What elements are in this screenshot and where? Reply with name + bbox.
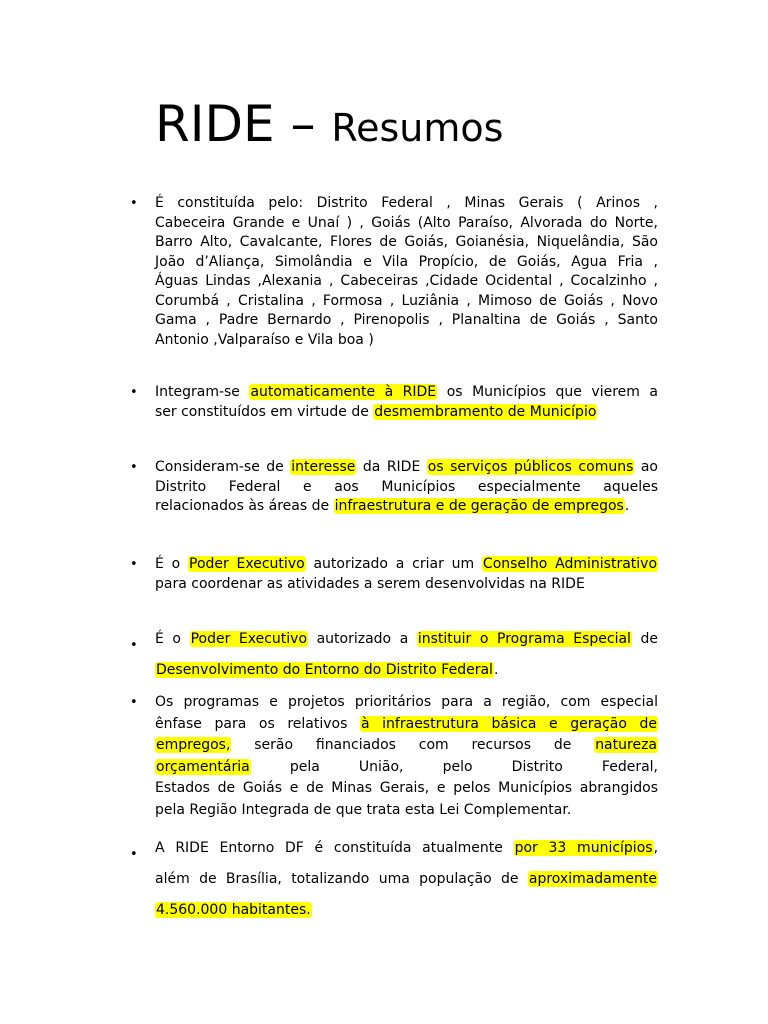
text-run: relacionados às áreas de	[155, 498, 334, 514]
text-run: Águas Lindas ,Alexania , Cabeceiras ,Cidade Ocidental , Cocalzinho ,	[155, 273, 658, 289]
text-run: Integram-se	[155, 384, 250, 400]
list-item-text	[155, 692, 658, 821]
bullet-dot: •	[130, 847, 138, 862]
text-run: da RIDE	[356, 459, 427, 475]
text-run: de	[631, 631, 659, 647]
highlighted-text: natureza	[595, 737, 657, 753]
highlighted-text: os serviços públicos comuns	[427, 459, 634, 475]
highlighted-text: orçamentária	[156, 758, 250, 775]
text-run: É o	[155, 631, 190, 647]
text-run: ênfase para os relativos	[155, 715, 360, 732]
text-line	[155, 403, 658, 423]
text-line	[155, 655, 658, 686]
highlighted-text: por 33 municípios	[514, 840, 653, 856]
text-line	[155, 575, 658, 595]
highlighted-text: empregos,	[156, 737, 231, 753]
list-item	[130, 624, 659, 686]
text-run: pela Região Integrada de que trata esta Lei Complementar.	[155, 801, 572, 818]
text-line	[155, 757, 658, 779]
highlighted-text: infraestrutura e de geração de empregos	[334, 498, 624, 514]
bullet-dot: •	[130, 385, 138, 400]
list-item	[130, 383, 659, 422]
text-line	[155, 331, 658, 351]
text-run: os Municípios que vierem a	[437, 384, 659, 400]
list-item-text	[155, 458, 658, 517]
text-line	[155, 692, 658, 714]
bullet-dot: •	[130, 196, 138, 211]
text-run: autorizado a criar um	[305, 556, 482, 572]
text-line	[155, 778, 658, 800]
text-run: serão financiados com recursos de	[231, 737, 595, 753]
list-item	[130, 458, 658, 517]
text-line	[155, 497, 658, 517]
highlighted-text: Poder Executivo	[189, 556, 305, 572]
highlighted-text: Conselho Administrativo	[482, 556, 658, 572]
text-run: A RIDE Entorno DF é constituída atualmente	[155, 840, 514, 856]
text-run: Distrito Federal e aos Municípios especialmente aqueles	[155, 478, 658, 495]
text-run: João d’Aliança, Simolândia e Vila Propício, de Goiás, Agua Fria ,	[155, 253, 658, 270]
text-line	[155, 383, 658, 403]
text-run: Consideram-se de	[155, 459, 291, 475]
text-line	[155, 311, 658, 331]
list-item-text	[155, 383, 658, 422]
text-run: Barro Alto, Cavalcante, Flores de Goiás, Goianésia, Niquelândia, São	[155, 234, 658, 250]
text-line	[155, 458, 658, 478]
highlighted-text: aproximadamente	[528, 871, 657, 887]
highlighted-text: interesse	[291, 459, 356, 475]
list-item-text	[155, 194, 658, 350]
bullet-dot: •	[130, 638, 138, 653]
text-line	[155, 194, 658, 214]
page-title	[155, 92, 503, 160]
list-item-text	[155, 555, 658, 594]
text-line	[155, 555, 658, 575]
text-run: pela União, pelo Distrito Federal,	[250, 758, 658, 775]
bullet-dot: •	[130, 695, 138, 710]
text-run: Cabeceira Grande e Unaí ) , Goiás (Alto Paraíso, Alvorada do Norte,	[155, 214, 658, 231]
text-run: Estados de Goiás e de Minas Gerais, e pelos Municípios abrangidos	[155, 780, 658, 796]
text-run: Corumbá , Cristalina , Formosa , Luziânia , Mimoso de Goiás , Novo	[155, 292, 658, 309]
highlighted-text: automaticamente à RIDE	[250, 384, 437, 400]
text-line	[155, 714, 658, 736]
text-run: ,	[653, 840, 659, 856]
highlighted-text: 4.560.000 habitantes.	[156, 902, 311, 918]
text-run: autorizado a	[308, 631, 417, 647]
text-line	[155, 233, 658, 253]
text-line	[155, 864, 658, 895]
highlighted-text: à infraestrutura básica e geração de	[361, 715, 658, 732]
text-run: Os programas e projetos prioritários para a região, com especial	[155, 694, 658, 710]
text-run: além de Brasília, totalizando uma população de	[155, 871, 528, 887]
text-line	[155, 253, 658, 273]
text-run: .	[624, 498, 630, 514]
text-run: Gama , Padre Bernardo , Pirenopolis , Planaltina de Goiás , Santo	[155, 312, 658, 328]
text-line	[155, 292, 658, 312]
text-line	[155, 214, 658, 234]
list-item	[130, 833, 659, 926]
text-run: para coordenar as atividades a serem desenvolvidas na RIDE	[155, 575, 585, 592]
highlighted-text: Poder Executivo	[190, 631, 308, 647]
bullet-dot: •	[130, 460, 138, 475]
text-line	[155, 800, 658, 822]
text-run: É constituída pelo: Distrito Federal , Minas Gerais ( Arinos ,	[155, 195, 658, 211]
text-line	[155, 272, 658, 292]
highlighted-text: instituir o Programa Especial	[417, 631, 631, 647]
text-run: Antonio ,Valparaíso e Vila boa )	[155, 331, 374, 348]
text-run: ao	[634, 459, 658, 475]
list-item	[130, 692, 658, 821]
list-item	[130, 555, 658, 594]
text-line	[155, 735, 658, 757]
text-run: ser constituídos em virtude de	[155, 403, 374, 420]
highlighted-text: Desenvolvimento do Entorno do Distrito Federal	[156, 662, 493, 678]
list-item	[130, 194, 658, 350]
highlighted-text: desmembramento de Município	[374, 403, 597, 420]
text-run: .	[493, 662, 499, 678]
text-line	[155, 624, 658, 655]
bullet-dot: •	[130, 557, 138, 572]
title-main: RIDE –	[155, 95, 332, 153]
list-item-text	[155, 833, 658, 926]
list-item-text	[155, 624, 658, 686]
title-sub: Resumos	[331, 106, 504, 150]
text-line	[155, 895, 658, 926]
text-line	[155, 478, 658, 498]
text-run: É o	[155, 556, 188, 572]
text-line	[155, 833, 658, 864]
